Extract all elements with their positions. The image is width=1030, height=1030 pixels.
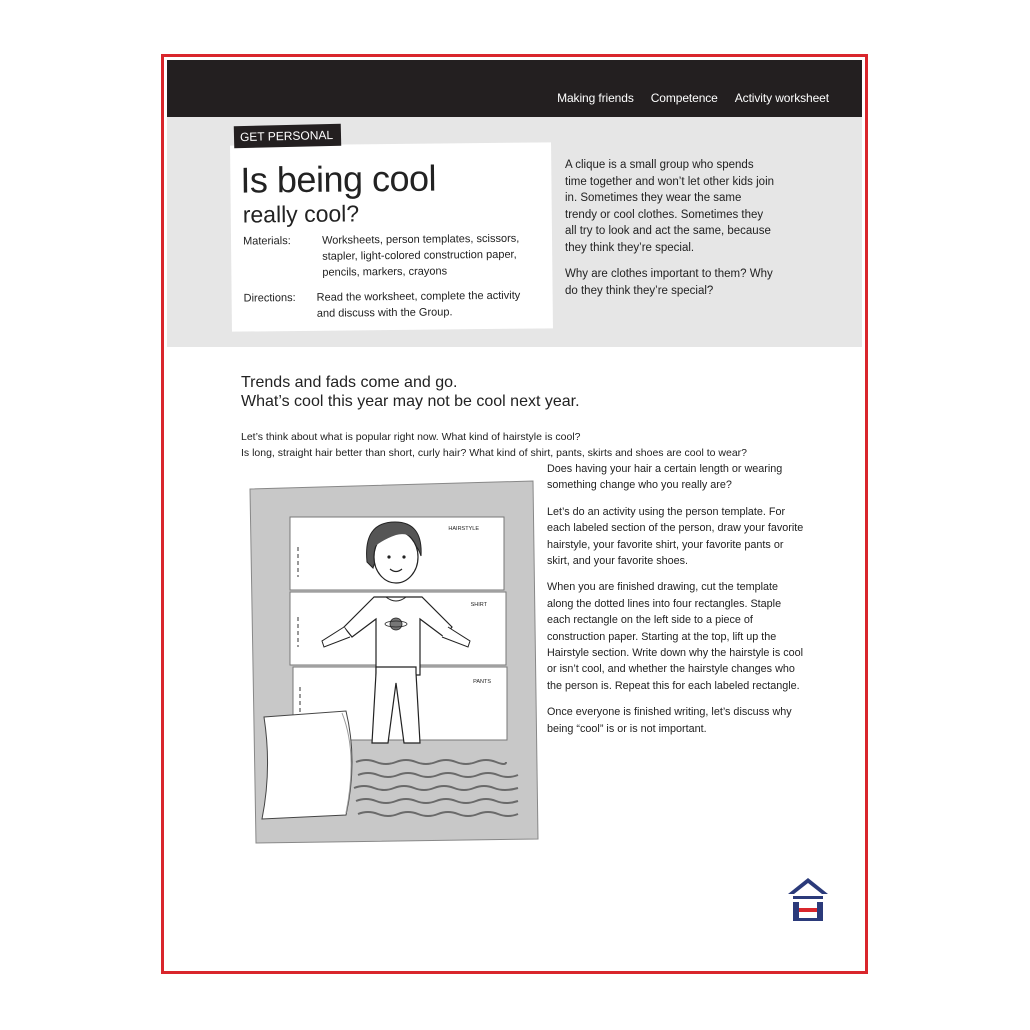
intro-line-2: Is long, straight hair better than short, curly hair? What kind of shirt, pants, skirts and shoes are cool to wear?: [241, 447, 747, 459]
instructions-column: [547, 461, 807, 747]
title-card: [230, 142, 553, 331]
lifted-page: [262, 711, 352, 819]
materials-line-3: pencils, markers, crayons: [322, 265, 448, 279]
page-title: Is being cool: [240, 157, 437, 201]
materials-line-2: stapler, light-colored construction paper,: [322, 248, 517, 263]
section-headline: [241, 373, 580, 411]
organization-logo: [786, 876, 830, 924]
directions-label: Directions:: [243, 292, 296, 305]
top-navigation-bar: [167, 60, 862, 117]
hairstyle-label: HAIRSTYLE: [448, 526, 479, 532]
pants-label: PANTS: [473, 679, 491, 685]
clique-description: [565, 157, 775, 309]
hero-section: [167, 117, 862, 347]
instruction-paragraph-3: When you are finished drawing, cut the template along the dotted lines into four rectangles. Staple each rectangle on the left side to a piece of construction paper. Starting at the top, lift up the Hairstyle section. Write down why the hairstyle is cool or isn’t cool, and whether the hairstyle changes who the person is. Repeat this for each labeled rectangle.: [547, 581, 804, 692]
instruction-paragraph-4: Once everyone is finished writing, let’s discuss why being “cool” is or is not important.: [547, 706, 792, 735]
shirt-label: SHIRT: [470, 602, 487, 608]
page-subtitle: really cool?: [242, 200, 360, 228]
section-tag: GET PERSONAL: [234, 124, 342, 148]
nav-activity-worksheet[interactable]: Activity worksheet: [734, 91, 829, 105]
headline-line-2: What’s cool this year may not be cool next year.: [241, 393, 580, 410]
materials-label: Materials:: [242, 235, 291, 248]
intro-text: [241, 429, 801, 461]
clique-paragraph: A clique is a small group who spends time together and won’t let other kids join in. Sometimes they wear the same trendy or cool clothes. Sometimes they all try to look and act the same, because they think they’re special.: [565, 159, 775, 254]
directions-line-1: Read the worksheet, complete the activity: [316, 289, 521, 304]
person-template-illustration: [246, 477, 546, 847]
clique-questions: Why are clothes important to them? Why do they think they’re special?: [565, 268, 773, 297]
nav-competence[interactable]: Competence: [650, 91, 718, 105]
headline-line-1: Trends and fads come and go.: [241, 374, 458, 391]
nav-making-friends[interactable]: Making friends: [557, 91, 634, 105]
materials-line-1: Worksheets, person templates, scissors,: [321, 232, 520, 247]
worksheet-page: [161, 54, 868, 974]
instruction-paragraph-1: Does having your hair a certain length or wearing something change who you really are?: [547, 463, 783, 492]
breadcrumb: [557, 91, 829, 105]
instruction-paragraph-2: Let’s do an activity using the person template. For each labeled section of the person, draw your favorite hairstyle, your favorite shirt, your favorite pants or skirt, and your favorite shoes.: [547, 505, 804, 568]
directions-line-2: and discuss with the Group.: [316, 306, 453, 320]
intro-line-1: Let’s think about what is popular right now. What kind of hairstyle is cool?: [241, 431, 581, 443]
